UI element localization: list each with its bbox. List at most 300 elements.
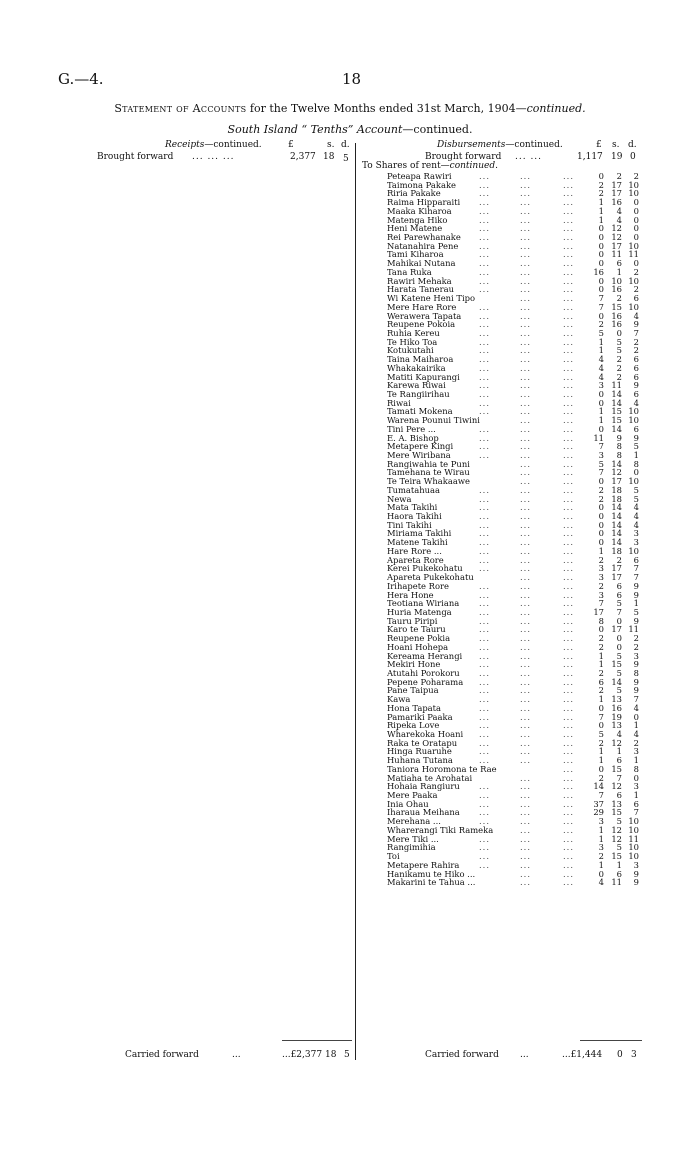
amount-pounds: 3 — [598, 380, 604, 391]
payee-name: Iharaua Meihana — [387, 807, 460, 818]
leader-dots: ... — [563, 293, 574, 304]
leader-dots: ... — [520, 197, 531, 208]
amount-pounds: 0 — [598, 240, 604, 251]
leader-dots: ... — [563, 877, 574, 888]
disbursements-heading — [437, 140, 563, 150]
amount-pence: 0 — [633, 205, 639, 216]
amount-shillings: 7 — [616, 606, 622, 617]
amount-pence: 4 — [633, 729, 639, 739]
amount-pounds: 2 — [598, 179, 604, 190]
amount-pounds: 1 — [598, 345, 604, 356]
statement-title — [0, 102, 700, 115]
payee-name: Kereama Herangi — [387, 650, 463, 661]
payee-name: Toi — [387, 851, 400, 862]
leader-dots: ... — [563, 484, 574, 495]
leader-dots: ... — [520, 171, 531, 181]
receipts-brought-forward-label: Brought forward — [97, 152, 174, 162]
leader-dots: ... — [520, 458, 531, 469]
leader-dots: ... — [479, 702, 490, 713]
leader-dots: ... — [479, 371, 490, 382]
leader-dots: ... — [479, 737, 490, 748]
amount-shillings: 4 — [616, 214, 622, 225]
amount-pence: 0 — [633, 258, 639, 269]
amount-pence: 9 — [633, 380, 639, 391]
payee-name: Makarini te Tahua ... — [387, 877, 476, 888]
amount-pence: 10 — [628, 240, 639, 251]
amount-shillings: 16 — [611, 284, 622, 295]
amount-pounds: 2 — [598, 319, 604, 330]
leader-dots: ... — [563, 790, 574, 801]
amount-pounds: 0 — [598, 476, 604, 487]
leader-dots: ... — [479, 310, 490, 321]
leader-dots: ... — [563, 397, 574, 408]
amount-shillings: 14 — [611, 397, 622, 408]
amount-pence: 6 — [633, 388, 639, 399]
leader-dots: ... — [563, 171, 574, 181]
amount-pence: 9 — [633, 676, 639, 687]
payee-name: Hinga Ruaruhe — [387, 746, 452, 757]
amount-pounds: 3 — [598, 816, 604, 827]
leader-dots: ... — [563, 807, 574, 818]
payee-name: Karo te Tauru — [387, 624, 446, 635]
amount-shillings: 2 — [616, 293, 622, 304]
leader-dots: ... — [479, 240, 490, 251]
amount-shillings: 13 — [611, 798, 622, 809]
leader-dots: ... — [520, 545, 531, 556]
leader-dots: ... — [520, 755, 531, 766]
amount-pence: 2 — [633, 336, 639, 347]
payee-name: Apareta Pukekohatu — [387, 572, 474, 583]
amount-pounds: 2 — [598, 851, 604, 862]
leader-dots: ... — [479, 432, 490, 443]
leader-dots: ... — [520, 223, 531, 234]
leader-dots: ... — [520, 432, 531, 443]
leader-dots: ... — [520, 790, 531, 801]
leader-dots: ... — [520, 319, 531, 330]
table-row — [387, 686, 647, 695]
amount-shillings: 5 — [616, 345, 622, 356]
leader-dots: ... — [563, 432, 574, 443]
leader-dots: ... — [520, 851, 531, 862]
amount-shillings: 5 — [616, 598, 622, 609]
leader-dots: ... — [563, 301, 574, 312]
leader-dots: ... — [563, 537, 574, 548]
leader-dots: ... — [479, 807, 490, 818]
amount-pounds: 1 — [598, 214, 604, 225]
shares-label: To Shares of rent— — [362, 161, 450, 171]
payee-name: Ruhia Kereu — [387, 327, 440, 338]
leader-dots: ... — [520, 249, 531, 260]
leader-dots: ... — [520, 397, 531, 408]
payee-name: Taniora Horomona te Rae — [387, 763, 497, 774]
amount-pence: 10 — [628, 406, 639, 417]
amount-pence: 9 — [633, 432, 639, 443]
amount-shillings: 17 — [611, 563, 622, 574]
leader-dots: ... — [520, 336, 531, 347]
payee-name: Wi Katene Heni Tipo — [387, 293, 476, 304]
amount-pounds: 4 — [598, 362, 604, 373]
amount-pounds: 7 — [598, 790, 604, 801]
leader-dots: ... — [479, 842, 490, 853]
leader-dots: ... — [479, 659, 490, 670]
amount-pence: 6 — [633, 354, 639, 365]
subtitle-plain: —continued. — [402, 123, 473, 136]
leader-dots: ... — [563, 371, 574, 382]
payee-name: Kawa — [387, 694, 411, 705]
amount-pence: 6 — [633, 362, 639, 373]
amount-pence: 4 — [633, 397, 639, 408]
payee-name: Teotiana Wiriana — [387, 598, 460, 609]
leader-dots: ... — [520, 720, 531, 731]
amount-pence: 4 — [633, 511, 639, 522]
leader-dots: ... — [520, 537, 531, 548]
leader-dots: ... — [520, 598, 531, 609]
leader-dots: ... — [563, 650, 574, 661]
leader-dots: ... — [563, 388, 574, 399]
amount-pence: 10 — [628, 824, 639, 835]
leader-dots: ... — [520, 554, 531, 565]
amount-pence: 4 — [633, 702, 639, 713]
receipts-carried-forward-dots: ... — [232, 1050, 241, 1060]
leader-dots: ... — [520, 519, 531, 530]
leader-dots: ... — [563, 284, 574, 295]
leader-dots: ... — [563, 345, 574, 356]
payee-name: Wharekoka Hoani — [387, 729, 464, 739]
amount-pounds: 5 — [598, 458, 604, 469]
leader-dots: ... — [479, 694, 490, 705]
amount-pence: 3 — [633, 746, 639, 757]
leader-dots: ... — [520, 354, 531, 365]
amount-shillings: 5 — [616, 667, 622, 678]
payee-name: Mere Wiribana — [387, 450, 451, 460]
leader-dots: ... — [479, 755, 490, 766]
table-row — [387, 878, 647, 887]
amount-shillings: 13 — [611, 720, 622, 731]
amount-pence: 0 — [633, 223, 639, 234]
amount-pence: 3 — [633, 781, 639, 792]
amount-shillings: 12 — [611, 232, 622, 243]
amount-shillings: 15 — [611, 851, 622, 862]
leader-dots: ... — [520, 781, 531, 792]
amount-shillings: 6 — [616, 258, 622, 269]
amount-shillings: 8 — [616, 450, 622, 460]
payee-name: Rawiri Mehaka — [387, 275, 452, 286]
amount-pounds: 29 — [593, 807, 604, 818]
receipts-col-shillings: s. — [327, 140, 335, 150]
leader-dots: ... — [479, 641, 490, 652]
leader-dots: ... — [479, 816, 490, 827]
payee-name: Mere Tiki ... — [387, 833, 439, 844]
amount-pence: 1 — [633, 755, 639, 766]
leader-dots: ... — [479, 441, 490, 452]
amount-shillings: 16 — [611, 702, 622, 713]
leader-dots: ... — [520, 833, 531, 844]
leader-dots: ... — [563, 633, 574, 644]
amount-pence: 2 — [633, 345, 639, 356]
amount-shillings: 6 — [616, 580, 622, 591]
leader-dots: ... — [520, 694, 531, 705]
payee-name: Raka te Oratapu — [387, 737, 458, 748]
payee-name: Tumatahuaa — [387, 484, 441, 495]
leader-dots: ... — [520, 240, 531, 251]
leader-dots: ... — [563, 319, 574, 330]
leader-dots: ... — [479, 502, 490, 513]
amount-shillings: 14 — [611, 676, 622, 687]
receipts-total-rule — [282, 1040, 352, 1041]
leader-dots: ... — [520, 859, 531, 870]
payee-name: Rangimihia — [387, 842, 436, 853]
amount-pounds: 5 — [598, 327, 604, 338]
leader-dots: ... — [520, 842, 531, 853]
table-row — [387, 486, 647, 495]
leader-dots: ... — [479, 711, 490, 722]
leader-dots: ... — [563, 214, 574, 225]
payee-name: Apareta Rore — [387, 554, 444, 565]
amount-pounds: 2 — [598, 493, 604, 504]
amount-pence: 0 — [633, 772, 639, 783]
amount-pounds: 1 — [598, 859, 604, 870]
leader-dots: ... — [479, 580, 490, 591]
amount-pounds: 1 — [598, 650, 604, 661]
leader-dots: ... — [563, 240, 574, 251]
subtitle-italic: South Island “ Tenths” Account — [227, 123, 403, 136]
amount-pence: 6 — [633, 554, 639, 565]
leader-dots: ... — [520, 258, 531, 269]
amount-shillings: 2 — [616, 362, 622, 373]
receipts-carried-forward-pence: 5 — [344, 1050, 350, 1060]
payee-name: Natanahira Pene — [387, 240, 459, 251]
amount-pence: 9 — [633, 615, 639, 626]
leader-dots: ... — [563, 824, 574, 835]
leader-dots: ... — [563, 467, 574, 478]
amount-pounds: 0 — [598, 275, 604, 286]
leader-dots: ... — [479, 833, 490, 844]
leader-dots: ... — [563, 205, 574, 216]
leader-dots: ... — [479, 606, 490, 617]
payee-name: Kerei Pukekohatu — [387, 563, 463, 574]
leader-dots: ... — [563, 859, 574, 870]
leader-dots: ... — [563, 380, 574, 391]
leader-dots: ... — [563, 232, 574, 243]
amount-pounds: 2 — [598, 633, 604, 644]
payee-name: Peteapa Rawiri — [387, 171, 452, 181]
leader-dots: ... — [479, 223, 490, 234]
amount-pence: 8 — [633, 763, 639, 774]
amount-shillings: 7 — [616, 772, 622, 783]
amount-pounds: 6 — [598, 676, 604, 687]
receipts-carried-forward-pounds: ...£2,377 — [282, 1050, 323, 1060]
amount-pounds: 0 — [598, 423, 604, 434]
leader-dots: ... — [520, 188, 531, 199]
amount-shillings: 14 — [611, 537, 622, 548]
amount-shillings: 11 — [611, 877, 622, 888]
amount-shillings: 15 — [611, 406, 622, 417]
payee-name: Taimona Pakake — [387, 179, 456, 190]
payee-name: Huria Matenga — [387, 606, 452, 617]
amount-shillings: 16 — [611, 197, 622, 208]
leader-dots: ... — [520, 380, 531, 391]
leader-dots: ... — [563, 685, 574, 696]
amount-shillings: 16 — [611, 319, 622, 330]
leader-dots: ... — [520, 310, 531, 321]
amount-pence: 2 — [633, 633, 639, 644]
leader-dots: ... — [479, 171, 490, 181]
amount-shillings: 1 — [616, 266, 622, 277]
leader-dots: ... — [479, 493, 490, 504]
amount-shillings: 11 — [611, 249, 622, 260]
amount-pence: 4 — [633, 310, 639, 321]
leader-dots: ... — [479, 275, 490, 286]
amount-shillings: 0 — [616, 615, 622, 626]
payee-name: Harata Tanerau — [387, 284, 454, 295]
leader-dots: ... — [479, 798, 490, 809]
payee-name: Mekiri Hone — [387, 659, 441, 670]
amount-pence: 0 — [633, 467, 639, 478]
leader-dots: ... — [479, 598, 490, 609]
title-smallcaps: Statement of Accounts — [114, 102, 247, 115]
disbursements-heading-italic: Disbursements — [437, 140, 506, 150]
payee-name: Te Teira Whakaawe — [387, 476, 470, 487]
payee-name: Tamehana te Wirau — [387, 467, 470, 478]
leader-dots: ... — [520, 877, 531, 888]
amount-shillings: 5 — [616, 336, 622, 347]
amount-pounds: 2 — [598, 484, 604, 495]
leader-dots: ... — [563, 179, 574, 190]
payee-name: Irihapete Rore — [387, 580, 449, 591]
amount-pence: 9 — [633, 319, 639, 330]
payee-name: Rei Parewhanake — [387, 232, 461, 243]
receipts-carried-forward-label: Carried forward — [125, 1050, 199, 1060]
amount-pounds: 0 — [598, 397, 604, 408]
leader-dots: ... — [563, 772, 574, 783]
amount-shillings: 5 — [616, 650, 622, 661]
leader-dots: ... — [479, 266, 490, 277]
amount-pence: 5 — [633, 606, 639, 617]
receipts-heading-italic: Receipts — [165, 140, 205, 150]
amount-shillings: 12 — [611, 833, 622, 844]
payee-name: Hare Rore ... — [387, 545, 442, 556]
leader-dots: ... — [563, 798, 574, 809]
leader-dots: ... — [479, 362, 490, 373]
disbursements-brought-forward-dots: ... ... — [515, 152, 543, 162]
amount-pounds: 7 — [598, 598, 604, 609]
leader-dots: ... — [479, 615, 490, 626]
leader-dots: ... — [563, 572, 574, 583]
leader-dots: ... — [520, 476, 531, 487]
amount-shillings: 16 — [611, 310, 622, 321]
amount-pence: 1 — [633, 790, 639, 801]
leader-dots: ... — [563, 694, 574, 705]
leader-dots: ... — [520, 641, 531, 652]
amount-pounds: 0 — [598, 519, 604, 530]
amount-shillings: 14 — [611, 528, 622, 539]
amount-pounds: 0 — [598, 537, 604, 548]
amount-pounds: 17 — [593, 606, 604, 617]
payee-name: Kotukutahi — [387, 345, 434, 356]
leader-dots: ... — [479, 790, 490, 801]
amount-pounds: 11 — [593, 432, 604, 443]
amount-shillings: 2 — [616, 554, 622, 565]
payee-name: Haora Takihi — [387, 511, 442, 522]
amount-shillings: 17 — [611, 188, 622, 199]
title-plain: for the Twelve Months ended 31st March, 1904— — [246, 102, 527, 115]
leader-dots: ... — [563, 833, 574, 844]
leader-dots: ... — [563, 702, 574, 713]
amount-pounds: 3 — [598, 450, 604, 460]
amount-pounds: 0 — [598, 624, 604, 635]
leader-dots: ... — [563, 493, 574, 504]
amount-shillings: 11 — [611, 380, 622, 391]
amount-pounds: 0 — [598, 763, 604, 774]
disbursements-total-rule — [580, 1040, 642, 1041]
payee-name: Karewa Riwai — [387, 380, 446, 391]
amount-pence: 10 — [628, 188, 639, 199]
amount-pounds: 1 — [598, 197, 604, 208]
payee-name: Raima Hipparaiti — [387, 197, 461, 208]
amount-pence: 10 — [628, 816, 639, 827]
amount-pence: 7 — [633, 327, 639, 338]
leader-dots: ... — [520, 563, 531, 574]
leader-dots: ... — [520, 624, 531, 635]
amount-pence: 3 — [633, 859, 639, 870]
account-subtitle — [0, 123, 700, 136]
amount-shillings: 15 — [611, 415, 622, 426]
leader-dots: ... — [563, 197, 574, 208]
amount-pence: 0 — [633, 214, 639, 225]
amount-pence: 11 — [628, 833, 639, 844]
disbursements-col-pounds: £ — [596, 140, 602, 150]
payee-name: Matenga Hiko — [387, 214, 448, 225]
receipts-brought-forward-shillings: 18 — [323, 152, 335, 162]
leader-dots: ... — [520, 798, 531, 809]
leader-dots: ... — [563, 755, 574, 766]
amount-shillings: 12 — [611, 467, 622, 478]
receipts-col-pounds: £ — [288, 140, 294, 150]
payee-name: Huhana Tutana — [387, 755, 453, 766]
payee-name: Riwai — [387, 397, 411, 408]
leader-dots: ... — [479, 284, 490, 295]
leader-dots: ... — [563, 781, 574, 792]
amount-pounds: 7 — [598, 293, 604, 304]
leader-dots: ... — [563, 458, 574, 469]
leader-dots: ... — [520, 301, 531, 312]
amount-shillings: 14 — [611, 388, 622, 399]
payee-name: Tami Kiharoa — [387, 249, 444, 260]
amount-pence: 11 — [628, 624, 639, 635]
leader-dots: ... — [520, 388, 531, 399]
leader-dots: ... — [563, 763, 574, 774]
payee-name: Te Hiko Toa — [387, 336, 438, 347]
leader-dots: ... — [563, 563, 574, 574]
amount-pounds: 0 — [598, 528, 604, 539]
receipts-brought-forward-pounds: 2,377 — [290, 152, 316, 162]
amount-shillings: 17 — [611, 476, 622, 487]
table-row — [387, 843, 647, 852]
amount-shillings: 0 — [616, 327, 622, 338]
amount-pounds: 1 — [598, 833, 604, 844]
amount-pence: 4 — [633, 502, 639, 513]
leader-dots: ... — [479, 197, 490, 208]
amount-pounds: 3 — [598, 563, 604, 574]
amount-pence: 10 — [628, 179, 639, 190]
leader-dots: ... — [520, 371, 531, 382]
receipts-col-pence: d. — [341, 140, 350, 150]
leader-dots: ... — [563, 336, 574, 347]
amount-shillings: 14 — [611, 519, 622, 530]
leader-dots: ... — [520, 824, 531, 835]
leader-dots: ... — [520, 293, 531, 304]
disbursements-brought-forward-pence: 0 — [630, 152, 636, 162]
